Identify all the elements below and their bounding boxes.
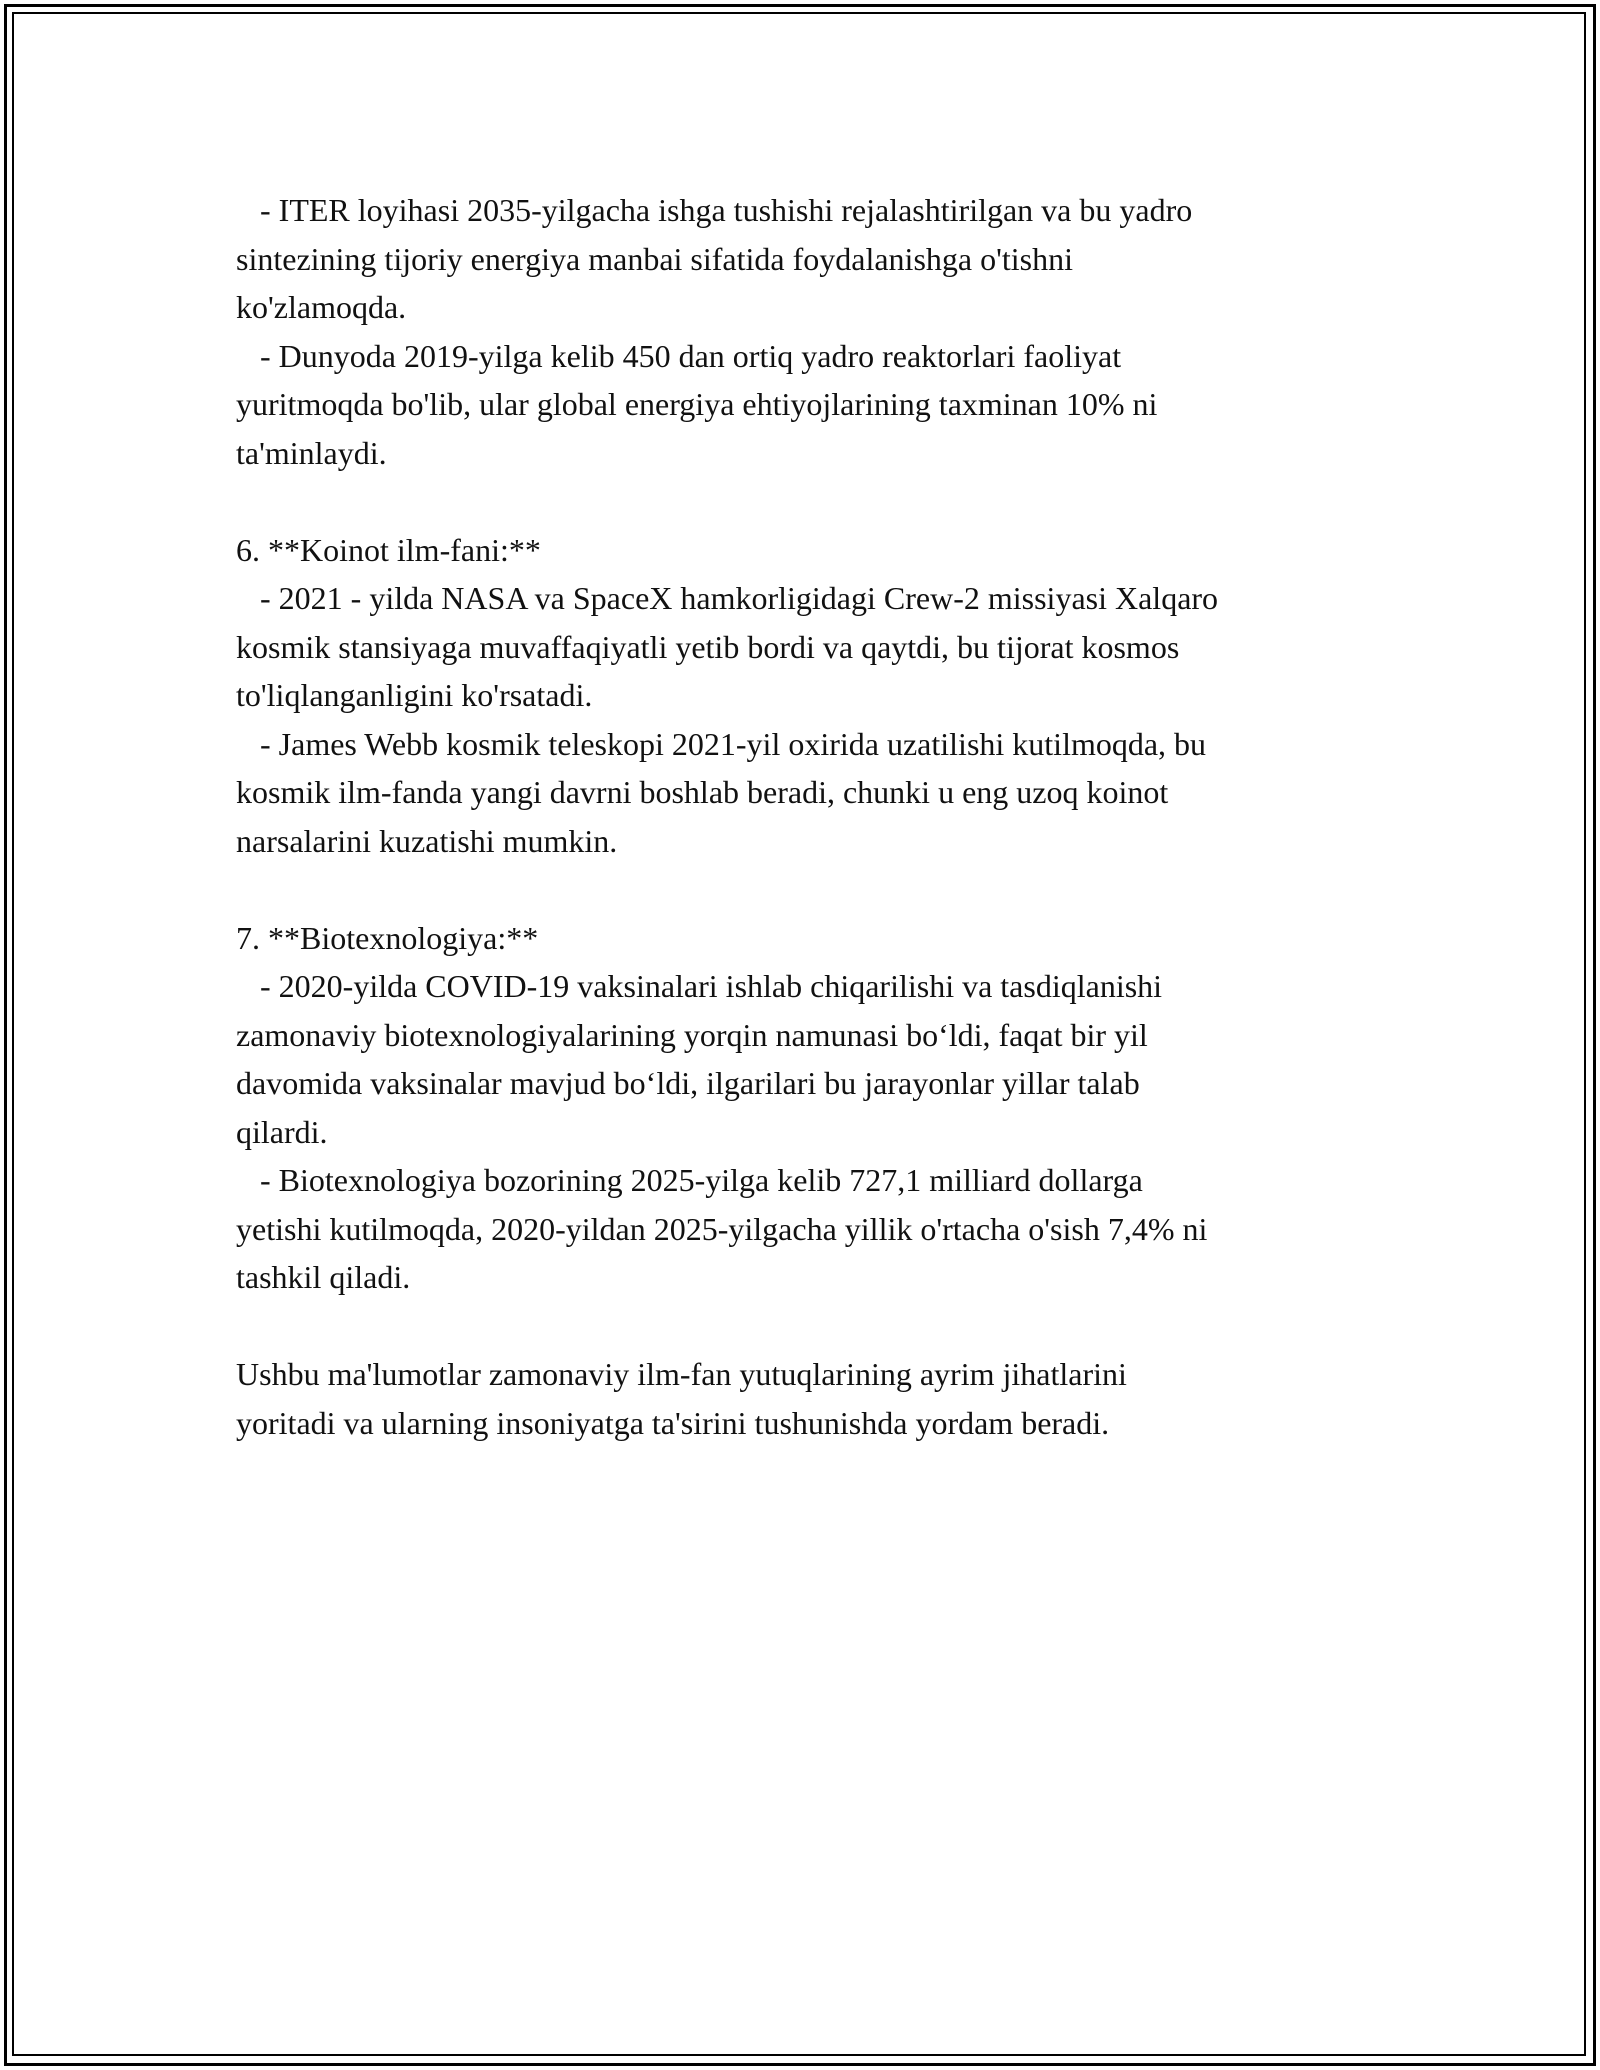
text-line: - 2021 - yilda NASA va SpaceX hamkorligidagi Crew-2 missiyasi Xalqaro — [236, 580, 1219, 616]
text-line: zamonaviy biotexnologiyalarining yorqin namunasi bo‘ldi, faqat bir yil — [236, 1016, 1148, 1053]
text-line: Ushbu ma'lumotlar zamonaviy ilm-fan yutuqlarining ayrim jihatlarini — [236, 1356, 1127, 1392]
text-line: - 2020-yilda COVID-19 vaksinalari ishlab chiqarilishi va tasdiqlanishi — [236, 968, 1163, 1004]
text-line: sintezining tijoriy energiya manbai sifatida foydalanishga o'tishni — [236, 240, 1073, 277]
text-line: davomida vaksinalar mavjud bo‘ldi, ilgarilari bu jarayonlar yillar talab — [236, 1065, 1140, 1101]
text-line: narsalarini kuzatishi mumkin. — [236, 822, 618, 859]
text-line: ta'minlaydi. — [236, 434, 387, 471]
text-line: - Biotexnologiya bozorining 2025-yilga kelib 727,1 milliard dollarga — [236, 1162, 1143, 1198]
text-line: qilardi. — [236, 1113, 328, 1150]
text-line: - ITER loyihasi 2035-yilgacha ishga tushishi rejalashtirilgan va bu yadro — [236, 192, 1193, 228]
text-line: yetishi kutilmoqda, 2020-yildan 2025-yilgacha yillik o'rtacha o'sish 7,4% ni — [236, 1210, 1208, 1247]
text-line: - James Webb kosmik teleskopi 2021-yil oxirida uzatilishi kutilmoqda, bu — [236, 725, 1207, 762]
blank-line — [236, 1302, 1386, 1351]
text-line: to'liqlanganligini ko'rsatadi. — [236, 677, 593, 713]
section-heading: 6. **Koinot ilm-fani:** — [236, 531, 541, 568]
section-heading: 7. **Biotexnologiya:** — [236, 919, 539, 956]
text-line: tashkil qiladi. — [236, 1259, 411, 1295]
text-line: kosmik stansiyaga muvaffaqiyatli yetib bordi va qaytdi, bu tijorat kosmos — [236, 628, 1180, 665]
text-line: yoritadi va ularning insoniyatga ta'sirini tushunishda yordam beradi. — [236, 1404, 1110, 1441]
text-line: - Dunyoda 2019-yilga kelib 450 dan ortiq yadro reaktorlari faoliyat — [236, 337, 1122, 374]
document-body — [236, 186, 1386, 1447]
text-line: yuritmoqda bo'lib, ular global energiya ehtiyojlarining taxminan 10% ni — [236, 386, 1158, 422]
text-line: kosmik ilm-fanda yangi davrni boshlab beradi, chunki u eng uzoq koinot — [236, 774, 1169, 810]
blank-line — [236, 477, 1386, 526]
text-line: ko'zlamoqda. — [236, 289, 407, 325]
blank-line — [236, 865, 1386, 914]
